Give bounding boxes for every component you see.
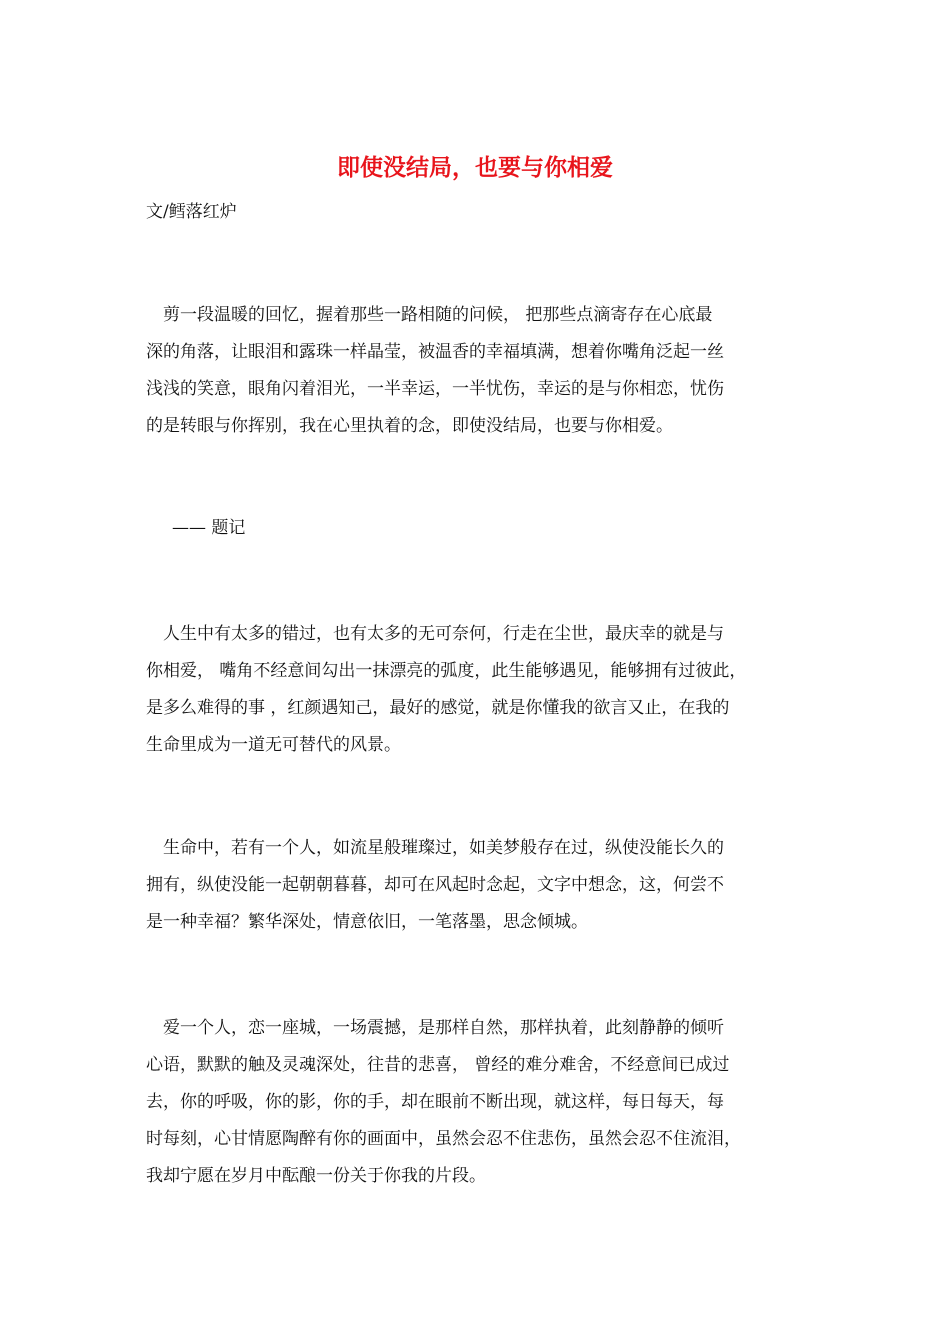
paragraph-line: 去，你的呼吸，你的影，你的手，却在眼前不断出现，就这样，每日每天，每 (146, 1092, 724, 1112)
paragraph-line: 是一种幸福？繁华深处，情意依旧，一笔落墨，思念倾城。 (146, 912, 588, 932)
paragraph-1 (146, 297, 814, 445)
paragraph-line: 拥有，纵使没能一起朝朝暮暮，却可在风起时念起，文字中想念，这，何尝不 (146, 875, 724, 895)
paragraph-line: 爱一个人，恋一座城，一场震撼，是那样自然，那样执着，此刻静静的倾听 (146, 1018, 724, 1038)
paragraph-line: 人生中有太多的错过，也有太多的无可奈何，行走在尘世，最庆幸的就是与 (146, 624, 724, 644)
paragraph-3 (146, 830, 814, 941)
paragraph-line: 时每刻，心甘情愿陶醉有你的画面中，虽然会忍不住悲伤，虽然会忍不住流泪， (146, 1129, 741, 1149)
paragraph-2 (146, 616, 814, 764)
paragraph-line: 剪一段温暖的回忆，握着那些一路相随的问候， 把那些点滴寄存在心底最 (146, 305, 713, 325)
paragraph-line: 生命中，若有一个人，如流星般璀璨过，如美梦般存在过，纵使没能长久的 (146, 838, 724, 858)
paragraph-line: 心语，默默的触及灵魂深处，往昔的悲喜， 曾经的难分难舍，不经意间已成过 (146, 1055, 730, 1075)
paragraph-line: 浅浅的笑意，眼角闪着泪光，一半幸运，一半忧伤，幸运的是与你相恋，忧伤 (146, 379, 724, 399)
paragraph-line: 是多么难得的事 ，红颜遇知己，最好的感觉，就是你懂我的欲言又止，在我的 (146, 698, 730, 718)
epigraph-note: —— 题记 (172, 518, 246, 538)
author-byline: 文/鳕落红炉 (146, 202, 237, 222)
paragraph-line: 我却宁愿在岁月中酝酿一份关于你我的片段。 (146, 1166, 486, 1186)
paragraph-line: 生命里成为一道无可替代的风景。 (146, 735, 401, 755)
paragraph-line: 深的角落，让眼泪和露珠一样晶莹，被温香的幸福填满，想着你嘴角泛起一丝 (146, 342, 724, 362)
document-title: 即使没结局，也要与你相爱 (337, 154, 613, 181)
paragraph-line: 的是转眼与你挥别，我在心里执着的念，即使没结局，也要与你相爱。 (146, 416, 673, 436)
paragraph-line: 你相爱， 嘴角不经意间勾出一抹漂亮的弧度，此生能够遇见，能够拥有过彼此， (146, 661, 747, 681)
paragraph-4 (146, 1010, 814, 1195)
